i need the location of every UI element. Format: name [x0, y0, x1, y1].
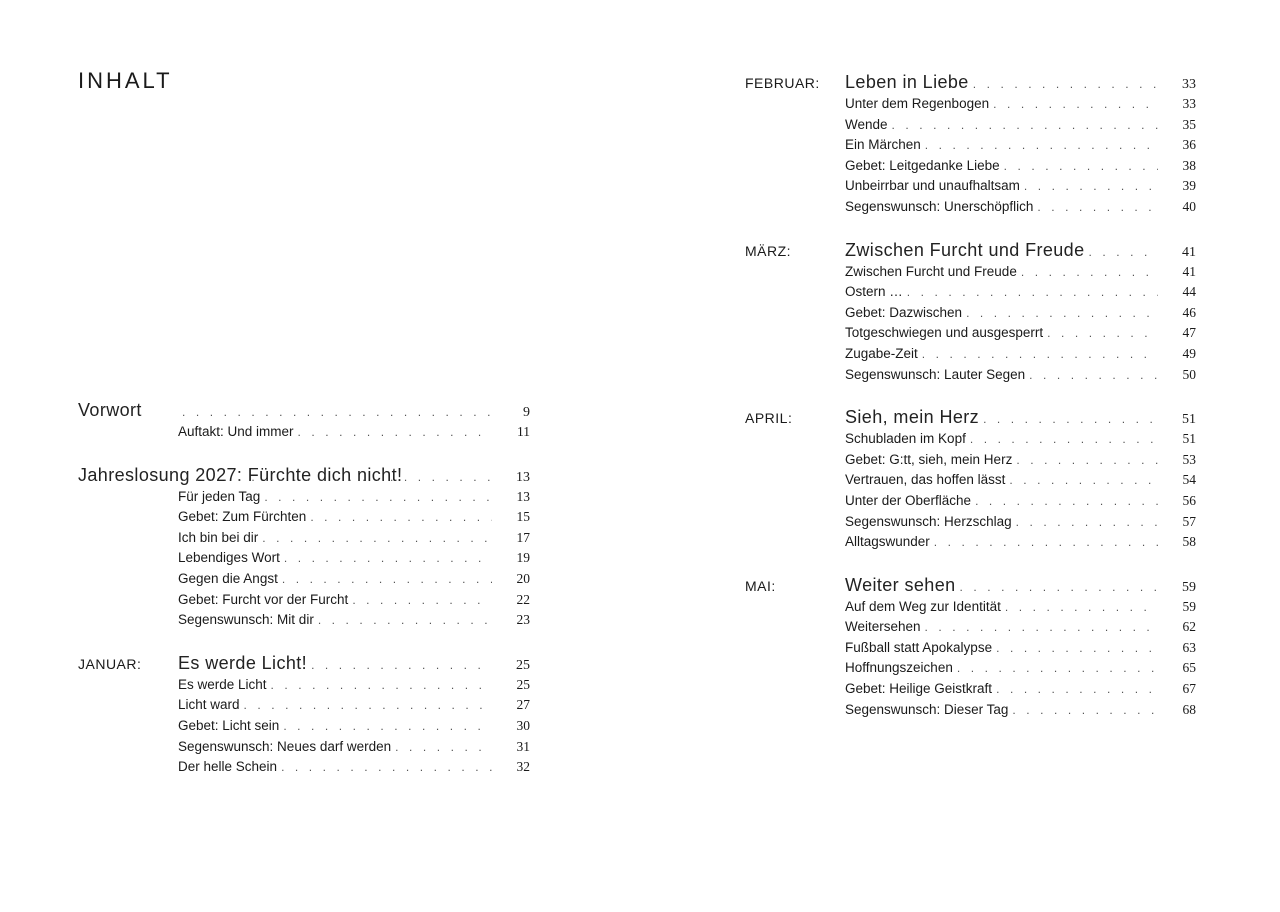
leader-dots	[311, 653, 492, 677]
page-number: 53	[1182, 451, 1196, 467]
toc-entry[interactable]	[745, 176, 1196, 197]
leader-dots	[973, 72, 1158, 96]
page-number: 44	[1182, 284, 1196, 300]
leader-dots	[966, 303, 1158, 324]
entry-title: Zwischen Furcht und Freude	[845, 263, 1017, 279]
entry-title: Gebet: Furcht vor der Furcht	[178, 591, 349, 607]
toc-section-heading[interactable]	[745, 70, 1196, 94]
toc-right-column	[745, 70, 1196, 720]
entry-title: Auf dem Weg zur Identität	[845, 598, 1001, 614]
leader-dots	[281, 757, 492, 778]
toc-entry[interactable]	[78, 610, 530, 631]
entry-title: Segenswunsch: Herzschlag	[845, 513, 1012, 529]
leader-dots	[283, 716, 492, 737]
page-number: 51	[1182, 431, 1196, 447]
toc-entry[interactable]	[745, 638, 1196, 659]
toc-entry[interactable]	[78, 569, 530, 590]
leader-dots	[892, 115, 1158, 136]
toc-section	[745, 573, 1196, 721]
leader-dots	[907, 282, 1158, 303]
entry-title: Ich bin bei dir	[178, 529, 259, 545]
entry-title: Gebet: G:tt, sieh, mein Herz	[845, 451, 1013, 467]
page-number: 15	[516, 509, 530, 525]
leader-dots	[318, 610, 492, 631]
toc-entry[interactable]	[745, 491, 1196, 512]
page-number: 35	[1182, 116, 1196, 132]
page-number: 13	[516, 469, 530, 485]
page-number: 62	[1182, 619, 1196, 635]
page-number: 65	[1182, 660, 1196, 676]
entry-title: Hoffnungszeichen	[845, 660, 953, 676]
entry-title: Gebet: Dazwischen	[845, 304, 963, 320]
toc-entry[interactable]	[745, 115, 1196, 136]
page-number: 54	[1182, 472, 1196, 488]
page-number: 27	[516, 697, 530, 713]
page-number: 11	[517, 424, 530, 439]
leader-dots	[282, 569, 492, 590]
toc-left-column	[78, 398, 530, 778]
entry-title: Gebet: Zum Fürchten	[178, 509, 307, 525]
entry-title: Wende	[845, 116, 888, 132]
leader-dots	[1016, 450, 1158, 471]
page-number: 63	[1182, 639, 1196, 655]
leader-dots	[395, 737, 492, 758]
entry-title: Gebet: Heilige Geistkraft	[845, 681, 993, 697]
page-number: 56	[1182, 492, 1196, 508]
toc-entry[interactable]	[745, 135, 1196, 156]
page-number: 9	[523, 405, 530, 420]
page-number: 50	[1182, 366, 1196, 382]
entry-title: Unter dem Regenbogen	[845, 96, 990, 111]
toc-section-heading[interactable]	[78, 398, 530, 422]
toc-entry[interactable]	[745, 156, 1196, 177]
page-number: 25	[516, 657, 530, 673]
entry-title: Ostern …	[845, 284, 903, 300]
toc-entry[interactable]	[745, 679, 1196, 700]
leader-dots	[182, 400, 492, 424]
entry-title: Unter der Oberfläche	[845, 492, 972, 508]
leader-dots	[925, 135, 1158, 156]
entry-title: Gegen die Angst	[178, 570, 278, 586]
toc-entry[interactable]	[78, 528, 530, 549]
toc-entry[interactable]	[745, 532, 1196, 553]
page-number: 59	[1182, 579, 1196, 595]
toc-section	[745, 405, 1196, 553]
page-number: 59	[1182, 598, 1196, 614]
toc-section-heading[interactable]	[745, 405, 1196, 429]
leader-dots	[271, 675, 492, 696]
entry-title: Der helle Schein	[178, 759, 278, 775]
page-number: 39	[1182, 178, 1196, 194]
toc-entry[interactable]	[78, 507, 530, 528]
toc-entry[interactable]	[745, 597, 1196, 618]
page-number: 68	[1182, 701, 1196, 717]
leader-dots	[925, 617, 1158, 638]
toc-entry[interactable]	[745, 512, 1196, 533]
leader-dots	[1004, 156, 1158, 177]
leader-dots	[1089, 240, 1158, 264]
page-number: 46	[1182, 304, 1196, 320]
leader-dots	[922, 344, 1158, 365]
section-month-label: MAI:	[745, 577, 776, 594]
page-number: 19	[516, 550, 530, 566]
toc-entry[interactable]	[745, 429, 1196, 450]
leader-dots	[957, 658, 1158, 679]
page-title: INHALT	[78, 68, 173, 93]
leader-dots	[1016, 512, 1158, 533]
leader-dots	[934, 532, 1158, 553]
section-title: Zwischen Furcht und Freude	[845, 239, 1085, 260]
leader-dots	[1009, 470, 1158, 491]
entry-title: Licht ward	[178, 697, 240, 713]
leader-dots	[975, 491, 1158, 512]
entry-title: Segenswunsch: Lauter Segen	[845, 366, 1026, 382]
page-number: 22	[516, 591, 530, 607]
section-title: Weiter sehen	[845, 574, 956, 595]
entry-title: Segenswunsch: Dieser Tag	[845, 701, 1009, 717]
toc-entry[interactable]	[745, 197, 1196, 218]
leader-dots	[1029, 365, 1158, 386]
leader-dots	[182, 465, 492, 489]
entry-title: Weitersehen	[845, 619, 921, 635]
entry-title: Ein Märchen	[845, 137, 921, 153]
entry-title: Gebet: Leitgedanke Liebe	[845, 157, 1000, 173]
page-number: 40	[1182, 198, 1196, 214]
toc-entry[interactable]	[745, 94, 1196, 115]
leader-dots	[1024, 176, 1158, 197]
entry-title: Fußball statt Apokalypse	[845, 639, 993, 655]
toc-entry[interactable]	[745, 344, 1196, 365]
page-number: 23	[516, 612, 530, 628]
leader-dots	[1021, 262, 1158, 283]
toc-section-heading[interactable]	[78, 463, 530, 487]
page-number: 49	[1182, 345, 1196, 361]
leader-dots	[264, 487, 492, 508]
leader-dots	[1012, 700, 1158, 721]
entry-title: Es werde Licht	[178, 676, 267, 692]
section-month-label: APRIL:	[745, 410, 793, 427]
page-number: 33	[1182, 96, 1196, 111]
toc-entry[interactable]	[745, 282, 1196, 303]
page-number: 47	[1182, 325, 1196, 341]
leader-dots	[993, 94, 1158, 115]
section-title: Es werde Licht!	[178, 652, 308, 673]
toc-entry[interactable]	[745, 303, 1196, 324]
entry-title: Segenswunsch: Mit dir	[178, 612, 314, 628]
toc-section	[78, 398, 530, 443]
leader-dots	[996, 679, 1158, 700]
leader-dots	[352, 590, 492, 611]
toc-entry[interactable]	[78, 590, 530, 611]
toc-entry[interactable]	[78, 487, 530, 508]
entry-title: Zugabe-Zeit	[845, 345, 918, 361]
page-number: 38	[1182, 157, 1196, 173]
page-number: 20	[516, 570, 530, 586]
toc-section-heading[interactable]	[78, 651, 530, 675]
toc-entry[interactable]	[745, 262, 1196, 283]
toc-section	[78, 651, 530, 778]
entry-title: Für jeden Tag	[178, 488, 261, 504]
entry-title: Segenswunsch: Neues darf werden	[178, 738, 392, 754]
entry-title: Vertrauen, das hoffen lässt	[845, 472, 1006, 488]
toc-entry[interactable]	[78, 737, 530, 758]
leader-dots	[1047, 323, 1158, 344]
page-number: 31	[516, 738, 530, 754]
leader-dots	[284, 548, 492, 569]
toc-entry[interactable]	[78, 757, 530, 778]
page-number: 33	[1182, 77, 1196, 92]
section-month-label: FEBRUAR:	[745, 75, 820, 91]
entry-title: Auftakt: Und immer	[178, 424, 294, 439]
toc-entry[interactable]	[78, 695, 530, 716]
toc-section	[78, 463, 530, 631]
page-number: 13	[516, 488, 530, 504]
toc-entry[interactable]	[745, 323, 1196, 344]
toc-entry[interactable]	[745, 450, 1196, 471]
section-title: Vorwort	[78, 400, 142, 420]
page-number: 25	[516, 676, 530, 692]
leader-dots	[1037, 197, 1158, 218]
leader-dots	[298, 422, 492, 443]
toc-section	[745, 238, 1196, 386]
section-month-label: JANUAR:	[78, 655, 142, 672]
entry-title: Alltagswunder	[845, 534, 930, 550]
leader-dots	[970, 429, 1158, 450]
toc-entry[interactable]	[745, 658, 1196, 679]
entry-title: Lebendiges Wort	[178, 550, 280, 566]
toc-entry[interactable]	[745, 365, 1196, 386]
page-number: 51	[1182, 412, 1196, 428]
page-number: 41	[1182, 263, 1196, 279]
page-number: 67	[1182, 681, 1196, 697]
section-title: Jahreslosung 2027: Fürchte dich nicht!	[78, 464, 403, 485]
page-number: 58	[1182, 534, 1196, 550]
section-title: Sieh, mein Herz	[845, 407, 980, 428]
entry-title: Totgeschwiegen und ausgesperrt	[845, 325, 1044, 341]
toc-entry[interactable]	[78, 548, 530, 569]
toc-entry[interactable]	[78, 422, 530, 443]
section-title: Leben in Liebe	[845, 72, 969, 92]
leader-dots	[983, 407, 1158, 431]
toc-section	[745, 70, 1196, 218]
leader-dots	[262, 528, 492, 549]
entry-title: Schubladen im Kopf	[845, 431, 966, 447]
leader-dots	[996, 638, 1158, 659]
page-number: 30	[516, 717, 530, 733]
page-number: 57	[1182, 513, 1196, 529]
leader-dots	[1005, 597, 1158, 618]
leader-dots	[960, 575, 1158, 599]
toc-entry[interactable]	[78, 675, 530, 696]
toc-entry[interactable]	[78, 716, 530, 737]
entry-title: Gebet: Licht sein	[178, 717, 280, 733]
entry-title: Unbeirrbar und unaufhaltsam	[845, 178, 1020, 194]
toc-entry[interactable]	[745, 470, 1196, 491]
page-number: 41	[1182, 244, 1196, 260]
toc-entry[interactable]	[745, 617, 1196, 638]
toc-section-heading[interactable]	[745, 238, 1196, 262]
leader-dots	[244, 695, 492, 716]
toc-entry[interactable]	[745, 700, 1196, 721]
leader-dots	[310, 507, 492, 528]
page-number: 17	[516, 529, 530, 545]
entry-title: Segenswunsch: Unerschöpflich	[845, 198, 1034, 214]
section-month-label: MÄRZ:	[745, 242, 792, 259]
toc-section-heading[interactable]	[745, 573, 1196, 597]
page-number: 36	[1182, 137, 1196, 153]
page-number: 32	[516, 759, 530, 775]
